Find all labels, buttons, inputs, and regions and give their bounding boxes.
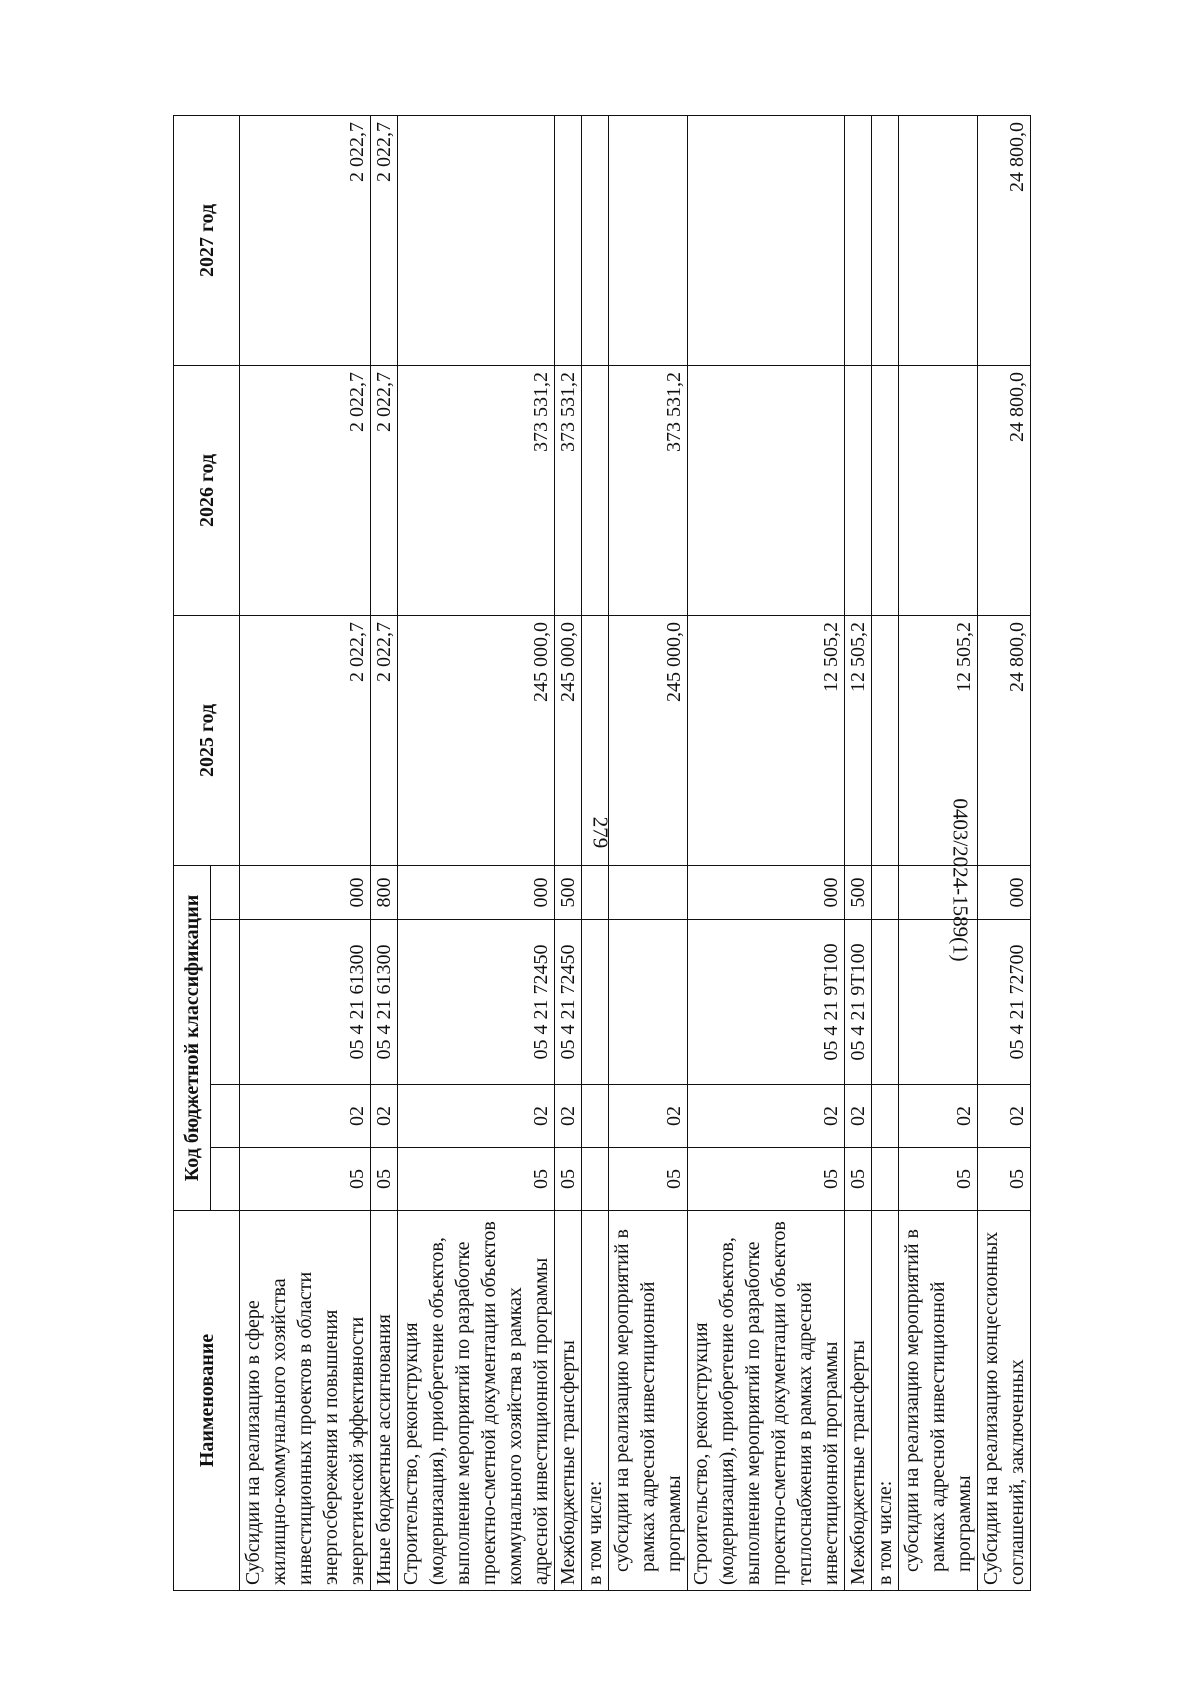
- row-value-2025: 24 800,0: [978, 615, 1031, 865]
- row-value-2027: [555, 115, 582, 365]
- header-2025: 2025 год: [174, 615, 240, 865]
- row-value-2026: 2 022,7: [240, 365, 371, 615]
- row-value-2027: [899, 115, 978, 365]
- row-subsection-code: 02: [371, 1085, 398, 1148]
- table-row: [582, 115, 609, 1590]
- budget-table: [173, 115, 1031, 1591]
- row-subsection-code: 02: [240, 1085, 371, 1148]
- header-code: Код бюджетной классификации: [174, 865, 211, 1210]
- row-value-2025: 12 505,2: [845, 615, 872, 865]
- row-value-2027: [845, 115, 872, 365]
- table-row: [845, 115, 872, 1590]
- row-value-2027: 24 800,0: [978, 115, 1031, 365]
- row-subsection-code: 02: [899, 1085, 978, 1148]
- row-section-code: 05: [555, 1148, 582, 1211]
- row-value-2026: 373 531,2: [609, 365, 688, 615]
- table-row: [609, 115, 688, 1590]
- row-name: в том числе:: [872, 1211, 899, 1591]
- row-value-2025: 245 000,0: [555, 615, 582, 865]
- row-expense-type-code: [609, 865, 688, 919]
- row-section-code: 05: [845, 1148, 872, 1211]
- row-expense-type-code: [582, 865, 609, 919]
- row-section-code: 05: [609, 1148, 688, 1211]
- row-expense-type-code: 500: [845, 865, 872, 919]
- row-subsection-code: [582, 1085, 609, 1148]
- row-expense-type-code: 500: [555, 865, 582, 919]
- row-value-2025: [872, 615, 899, 865]
- row-value-2026: 2 022,7: [371, 365, 398, 615]
- row-target-code: 05 4 21 9Т100: [688, 920, 845, 1085]
- header-2027: 2027 год: [174, 115, 240, 365]
- row-value-2026: 373 531,2: [555, 365, 582, 615]
- header-code-sub: [211, 1085, 240, 1148]
- row-target-code: 05 4 21 72450: [555, 920, 582, 1085]
- row-section-code: 05: [688, 1148, 845, 1211]
- row-section-code: 05: [371, 1148, 398, 1211]
- header-row: [174, 115, 211, 1590]
- row-subsection-code: [872, 1085, 899, 1148]
- header-name: Наименование: [174, 1211, 240, 1591]
- row-target-code: 05 4 21 72450: [398, 920, 555, 1085]
- table-row: [872, 115, 899, 1590]
- row-subsection-code: 02: [845, 1085, 872, 1148]
- row-name: Межбюджетные трансферты: [555, 1211, 582, 1591]
- table-row: [398, 115, 555, 1590]
- header-2026: 2026 год: [174, 365, 240, 615]
- row-target-code: 05 4 21 61300: [371, 920, 398, 1085]
- table-row: [555, 115, 582, 1590]
- row-target-code: [872, 920, 899, 1085]
- header-code-sub: [211, 865, 240, 919]
- row-subsection-code: 02: [609, 1085, 688, 1148]
- row-expense-type-code: 000: [688, 865, 845, 919]
- row-section-code: 05: [240, 1148, 371, 1211]
- row-value-2026: [688, 365, 845, 615]
- row-target-code: 05 4 21 72700: [978, 920, 1031, 1085]
- document-code: 0403/2024-1589(1): [948, 798, 973, 962]
- row-name: Субсидии на реализацию в сфере жилищно-коммунального хозяйства инвестиционных проектов в области энергосбережения и повышения энергетической эффективности: [240, 1211, 371, 1591]
- row-name: субсидии на реализацию мероприятий в рамках адресной инвестиционной программы: [899, 1211, 978, 1591]
- table-row: [240, 115, 371, 1590]
- row-value-2027: 2 022,7: [240, 115, 371, 365]
- row-value-2027: 2 022,7: [371, 115, 398, 365]
- row-value-2027: [609, 115, 688, 365]
- row-value-2026: [872, 365, 899, 615]
- row-subsection-code: 02: [555, 1085, 582, 1148]
- row-subsection-code: 02: [688, 1085, 845, 1148]
- row-value-2025: 2 022,7: [371, 615, 398, 865]
- row-value-2025: 2 022,7: [240, 615, 371, 865]
- row-name: Строительство, реконструкция (модернизация), приобретение объектов, выполнение мероприятий по разработке проектно-сметной документации объектов коммунального хозяйства в рамках адресной инвестиционной программы: [398, 1211, 555, 1591]
- row-value-2025: [582, 615, 609, 865]
- row-value-2026: [845, 365, 872, 615]
- row-expense-type-code: 000: [978, 865, 1031, 919]
- row-subsection-code: 02: [978, 1085, 1031, 1148]
- row-value-2026: [582, 365, 609, 615]
- row-value-2026: [899, 365, 978, 615]
- rotated-page: [173, 116, 1055, 1591]
- table-stage: [173, 116, 1055, 1591]
- table-row: [371, 115, 398, 1590]
- row-name: Межбюджетные трансферты: [845, 1211, 872, 1591]
- row-section-code: 05: [899, 1148, 978, 1211]
- row-value-2027: [582, 115, 609, 365]
- row-section-code: 05: [398, 1148, 555, 1211]
- page-number: 279: [588, 816, 613, 849]
- row-expense-type-code: 000: [398, 865, 555, 919]
- row-expense-type-code: 800: [371, 865, 398, 919]
- row-value-2025: 12 505,2: [899, 615, 978, 865]
- row-value-2025: 245 000,0: [398, 615, 555, 865]
- row-target-code: [582, 920, 609, 1085]
- row-target-code: [609, 920, 688, 1085]
- row-expense-type-code: [872, 865, 899, 919]
- table-row: [978, 115, 1031, 1590]
- row-value-2027: [688, 115, 845, 365]
- row-value-2025: 245 000,0: [609, 615, 688, 865]
- row-value-2026: 24 800,0: [978, 365, 1031, 615]
- row-name: Субсидии на реализацию концессионных соглашений, заключенных: [978, 1211, 1031, 1591]
- row-expense-type-code: 000: [240, 865, 371, 919]
- row-name: Строительство, реконструкция (модернизация), приобретение объектов, выполнение мероприятий по разработке проектно-сметной документации объектов теплоснабжения в рамках адресной инвестиционной программы: [688, 1211, 845, 1591]
- row-name: Иные бюджетные ассигнования: [371, 1211, 398, 1591]
- row-section-code: [872, 1148, 899, 1211]
- table-body: [240, 115, 1031, 1590]
- row-name: в том числе:: [582, 1211, 609, 1591]
- row-name: субсидии на реализацию мероприятий в рамках адресной инвестиционной программы: [609, 1211, 688, 1591]
- row-section-code: [582, 1148, 609, 1211]
- row-section-code: 05: [978, 1148, 1031, 1211]
- row-value-2026: 373 531,2: [398, 365, 555, 615]
- row-value-2027: [398, 115, 555, 365]
- row-target-code: 05 4 21 61300: [240, 920, 371, 1085]
- header-code-sub: [211, 920, 240, 1085]
- row-value-2025: 12 505,2: [688, 615, 845, 865]
- row-value-2027: [872, 115, 899, 365]
- table-row: [688, 115, 845, 1590]
- row-subsection-code: 02: [398, 1085, 555, 1148]
- row-target-code: 05 4 21 9Т100: [845, 920, 872, 1085]
- header-code-sub: [211, 1148, 240, 1211]
